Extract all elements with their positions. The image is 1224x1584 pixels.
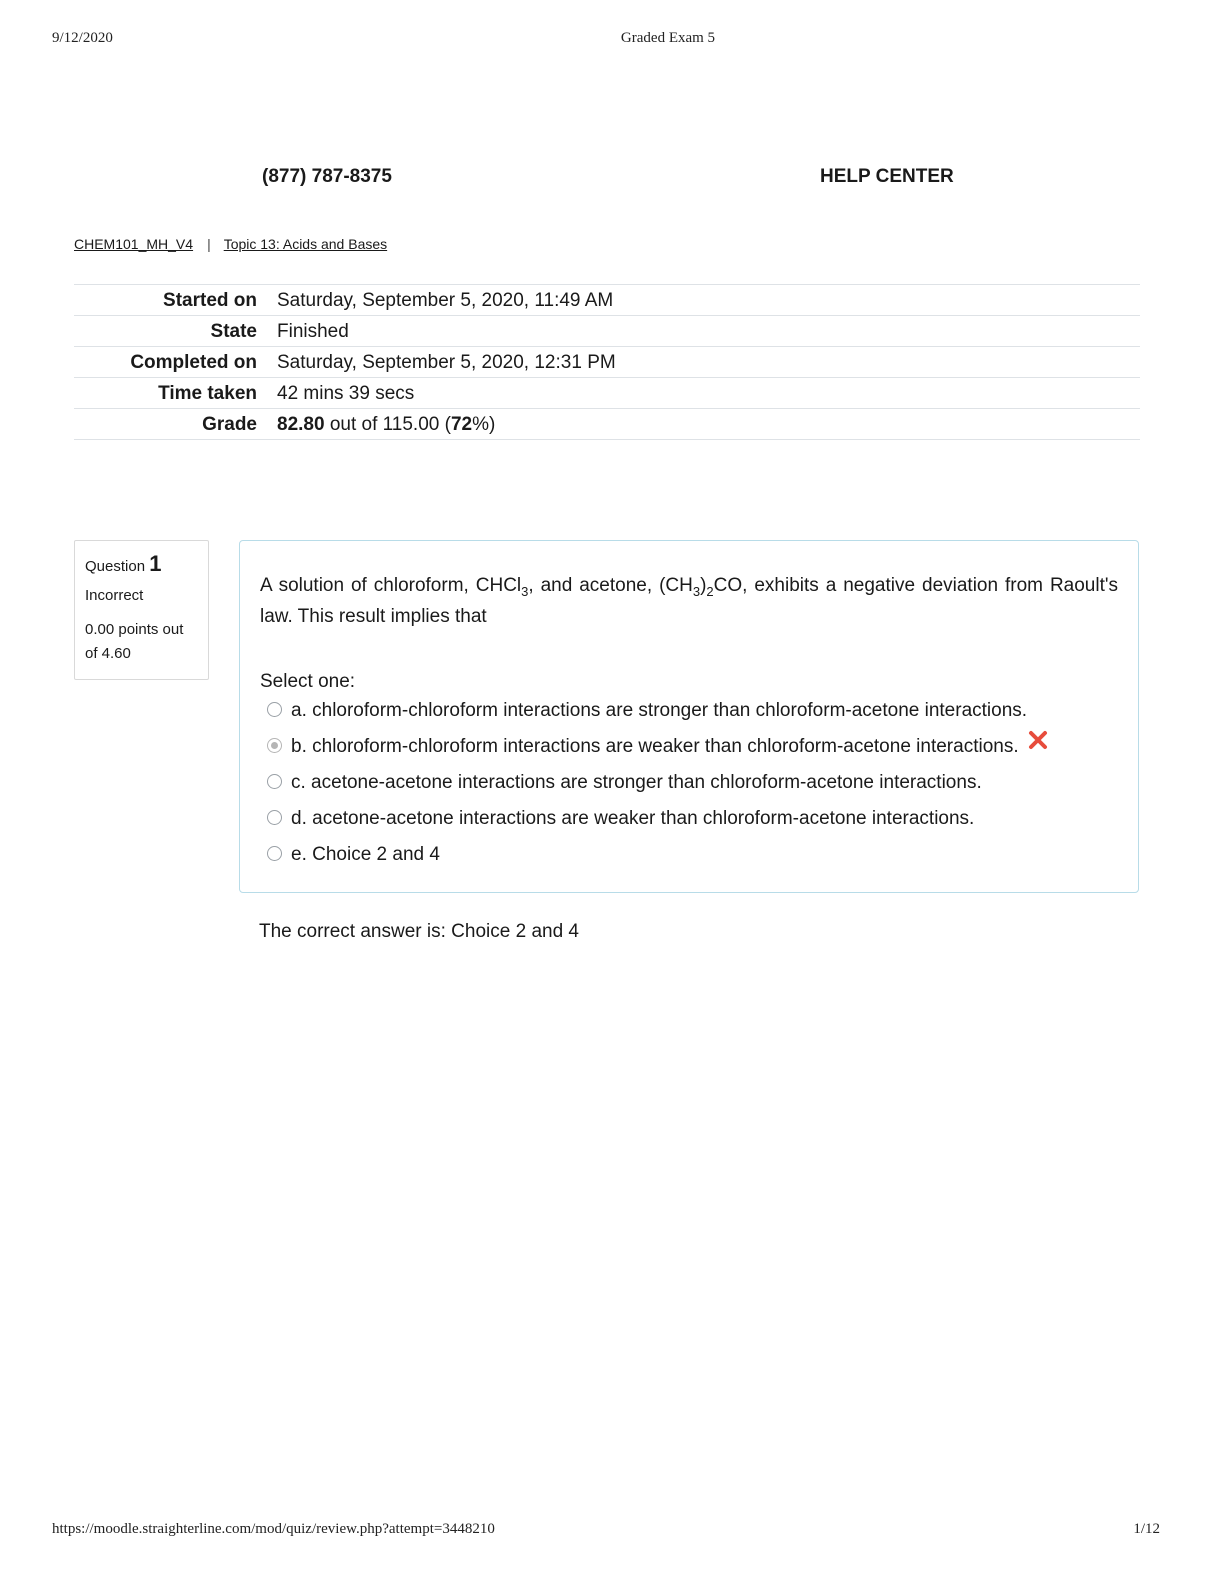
attempt-summary-table bbox=[74, 284, 1140, 440]
print-page-number: 1/12 bbox=[1133, 1521, 1160, 1537]
summary-row-completed bbox=[74, 347, 1140, 378]
summary-row-grade bbox=[74, 409, 1140, 440]
breadcrumb-separator: | bbox=[207, 236, 211, 252]
question-number bbox=[85, 551, 198, 577]
answer-option-e[interactable] bbox=[260, 841, 1118, 877]
question-info-box bbox=[74, 540, 209, 680]
grade-out-of: out of 115.00 ( bbox=[324, 413, 451, 435]
breadcrumb bbox=[74, 236, 387, 252]
answer-option-c[interactable] bbox=[260, 769, 1118, 805]
answer-label: e. Choice 2 and 4 bbox=[291, 843, 440, 865]
time-taken-label: Time taken bbox=[158, 382, 257, 404]
select-one-prompt: Select one: bbox=[260, 670, 356, 692]
subscript: 3 bbox=[521, 583, 529, 599]
answer-label: d. acetone-acetone interactions are weaker than chloroform-acetone interactions. bbox=[291, 807, 975, 829]
print-page-title: Graded Exam 5 bbox=[620, 30, 716, 46]
radio-button-selected[interactable] bbox=[267, 738, 282, 753]
question-state: Incorrect bbox=[85, 587, 144, 604]
question-text-part: ) bbox=[700, 575, 707, 596]
grade-value bbox=[267, 409, 1140, 440]
question-formulation bbox=[239, 540, 1139, 893]
time-taken-value: 42 mins 39 secs bbox=[277, 382, 415, 404]
summary-row-started bbox=[74, 285, 1140, 316]
summary-row-time bbox=[74, 378, 1140, 409]
help-center-link[interactable]: HELP CENTER bbox=[820, 166, 954, 187]
question-points: 0.00 points out of 4.60 bbox=[85, 621, 184, 662]
radio-button[interactable] bbox=[267, 846, 282, 861]
answer-option-a[interactable] bbox=[260, 697, 1118, 733]
summary-row-state bbox=[74, 316, 1140, 347]
question-text bbox=[260, 573, 1118, 629]
completed-on-value: Saturday, September 5, 2020, 12:31 PM bbox=[277, 351, 616, 373]
radio-button[interactable] bbox=[267, 702, 282, 717]
question-number-value: 1 bbox=[149, 551, 162, 576]
started-on-label: Started on bbox=[163, 289, 257, 311]
answer-label: b. chloroform-chloroform interactions are weaker than chloroform-acetone interactions. bbox=[291, 735, 1019, 757]
question-text-part: , and acetone, (CH bbox=[528, 575, 693, 596]
question-label: Question bbox=[85, 558, 150, 575]
radio-button[interactable] bbox=[267, 810, 282, 825]
answer-option-b[interactable] bbox=[260, 733, 1118, 769]
grade-label: Grade bbox=[202, 413, 257, 435]
print-date: 9/12/2020 bbox=[52, 30, 113, 46]
subscript: 3 bbox=[692, 583, 701, 599]
question-text-part: CO, exhibits a negative deviation from Raoult's law. This result implies that bbox=[260, 575, 1118, 627]
answer-label: c. acetone-acetone interactions are stronger than chloroform-acetone interactions. bbox=[291, 771, 982, 793]
answer-label: a. chloroform-chloroform interactions are stronger than chloroform-acetone interactions. bbox=[291, 699, 1028, 721]
question-text-part: A solution of chloroform, CHCl bbox=[260, 575, 522, 596]
radio-button[interactable] bbox=[267, 774, 282, 789]
grade-score: 82.80 bbox=[277, 413, 325, 435]
grade-percent: 72 bbox=[450, 413, 473, 435]
subscript: 2 bbox=[706, 583, 714, 599]
state-value: Finished bbox=[277, 320, 349, 342]
correct-answer-feedback: The correct answer is: Choice 2 and 4 bbox=[259, 921, 579, 942]
completed-on-label: Completed on bbox=[130, 351, 257, 373]
phone-number-link[interactable]: (877) 787-8375 bbox=[262, 166, 392, 187]
started-on-value: Saturday, September 5, 2020, 11:49 AM bbox=[277, 289, 614, 311]
incorrect-x-icon bbox=[1028, 730, 1048, 759]
state-label: State bbox=[210, 320, 257, 342]
print-url: https://moodle.straighterline.com/mod/quiz/review.php?attempt=3448210 bbox=[52, 1521, 495, 1537]
grade-percent-sign: %) bbox=[472, 413, 496, 435]
answer-option-d[interactable] bbox=[260, 805, 1118, 841]
answer-list bbox=[260, 697, 1118, 877]
breadcrumb-topic-link[interactable]: Topic 13: Acids and Bases bbox=[223, 236, 388, 252]
breadcrumb-course-link[interactable]: CHEM101_MH_V4 bbox=[74, 236, 194, 252]
